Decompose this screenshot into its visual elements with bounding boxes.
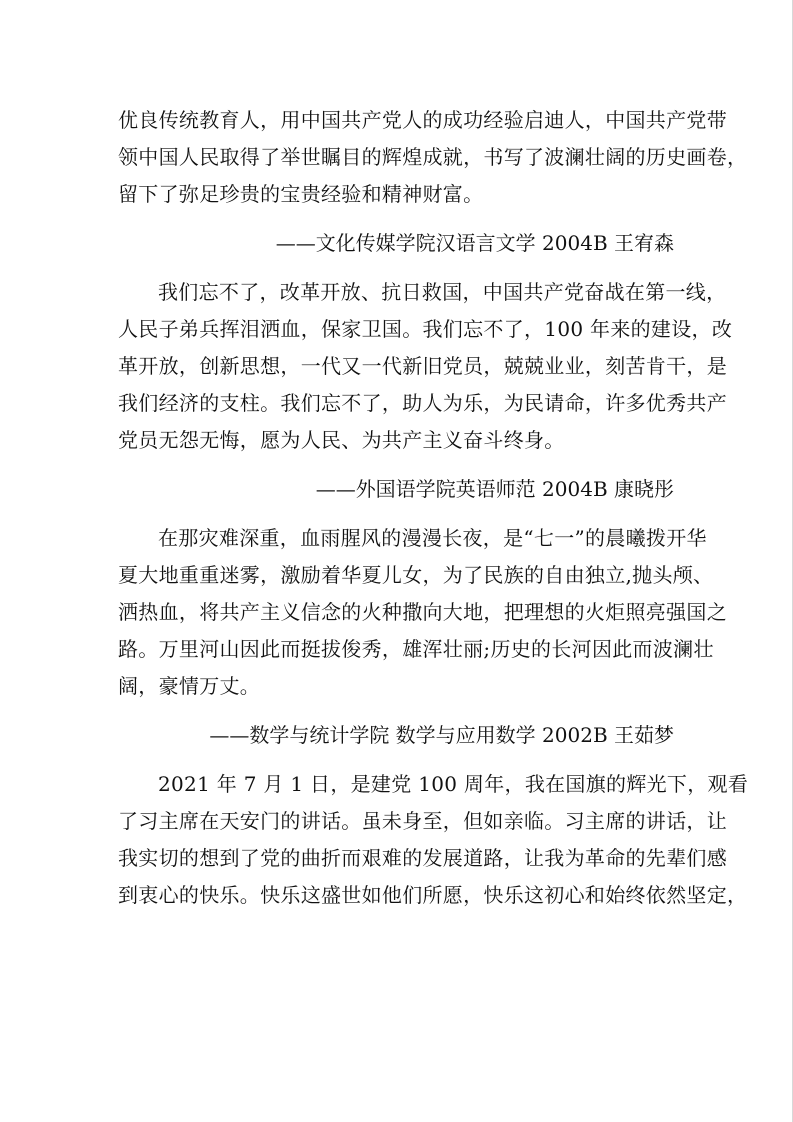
paragraph-line: 路。万里河山因此而挺拔俊秀，雄浑壮丽;历史的长河因此而波澜壮 [118,637,714,661]
paragraph-line: 了习主席在天安门的讲话。虽未身至，但如亲临。习主席的讲话，让 [118,809,727,833]
author-signature: ——文化传媒学院汉语言文学 2004B 王宥森 [275,231,674,255]
paragraph-line: 我们经济的支柱。我们忘不了，助人为乐，为民请命，许多优秀共产 [118,391,727,415]
author-signature: ——数学与统计学院 数学与应用数学 2002B 王茹梦 [209,723,674,747]
paragraph-2 [118,274,733,459]
paragraph-line: 夏大地重重迷雾，激励着华夏儿女，为了民族的自由独立,抛头颅、 [118,563,714,587]
author-signature: ——外国语学院英语师范 2004B 康晓彤 [315,477,674,501]
paragraph-line: 领中国人民取得了举世瞩目的辉煌成就，书写了波澜壮阔的历史画卷， [118,145,748,169]
paragraph-line: 我们忘不了，改革开放、抗日救国，中国共产党奋战在第一线， [158,280,727,304]
document-body [118,102,749,914]
paragraph-4 [118,766,749,914]
paragraph-line: 留下了弥足珍贵的宝贵经验和精神财富。 [118,182,484,206]
paragraph-line: 革开放，创新思想，一代又一代新旧党员，兢兢业业，刻苦肯干，是 [118,354,727,378]
paragraph-line: 我实切的想到了党的曲折而艰难的发展道路，让我为革命的先辈们感 [118,846,727,870]
paragraph-line: 党员无怨无悔，愿为人民、为共产主义奋斗终身。 [118,428,565,452]
paragraph-line: 人民子弟兵挥泪洒血，保家卫国。我们忘不了，100 年来的建设，改 [118,317,733,341]
paragraph-line: 洒热血，将共产主义信念的火种撒向大地，把理想的火炬照亮强国之 [118,600,727,624]
paragraph-3 [118,520,727,705]
paragraph-line: 优良传统教育人，用中国共产党人的成功经验启迪人，中国共产党带 [118,108,727,132]
paragraph-1 [118,102,748,213]
paragraph-line: 2021 年 7 月 1 日，是建党 100 周年，我在国旗的辉光下，观看 [158,772,749,796]
paragraph-line: 在那灾难深重，血雨腥风的漫漫长夜，是“七一”的晨曦拨开华 [158,526,707,550]
paragraph-line: 到衷心的快乐。快乐这盛世如他们所愿，快乐这初心和始终依然坚定， [118,883,748,907]
paragraph-line: 阔，豪情万丈。 [118,674,261,698]
